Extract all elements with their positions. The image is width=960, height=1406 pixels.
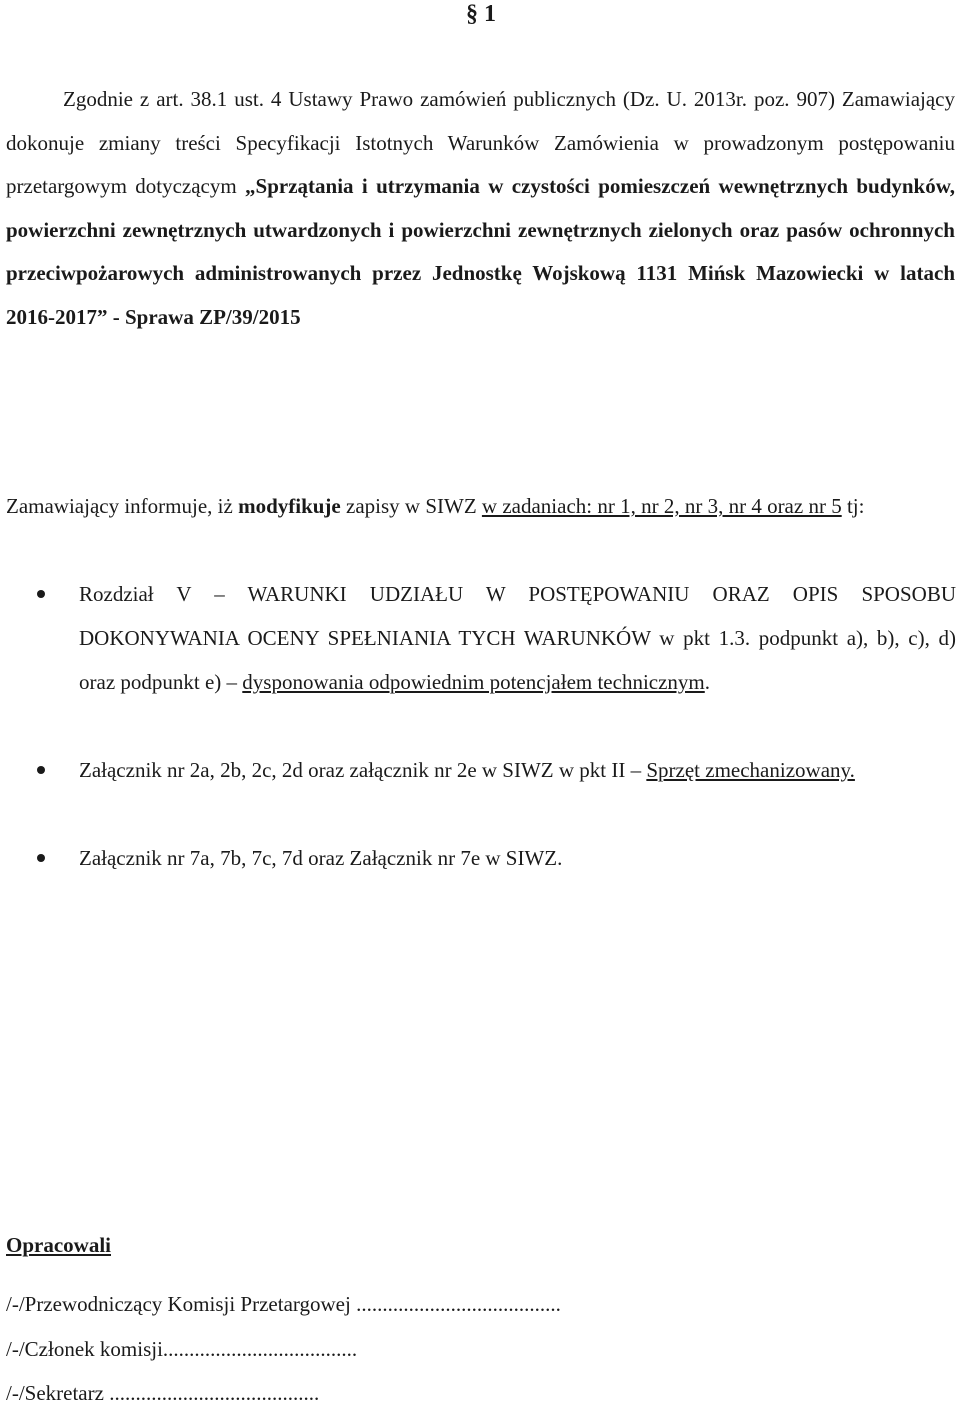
item-text: Załącznik nr 2a, 2b, 2c, 2d oraz załącznik nr 2e w SIWZ w pkt II –	[79, 758, 647, 782]
notice-underlined: w zadaniach: nr 1, nr 2, nr 3, nr 4 oraz nr 5	[481, 494, 842, 518]
notice-paragraph	[6, 485, 955, 529]
notice-bold: modyfikuje	[238, 494, 341, 518]
list-item	[0, 572, 956, 748]
notice-part3: tj:	[841, 494, 865, 518]
item-underlined: dysponowania odpowiednim potencjałem technicznym	[242, 670, 705, 694]
bullet-icon	[37, 766, 45, 774]
bullet-icon	[37, 854, 45, 862]
notice-part1: Zamawiający informuje, iż	[6, 494, 239, 518]
section-mark: § 1	[466, 1, 496, 27]
signature-member: /-/Członek komisji.....................................	[6, 1337, 358, 1361]
intro-lead: Zgodnie z art. 38.1 ust. 4 Ustawy Prawo zamówień publicznych (Dz. U. 2013r. poz. 907) Zamawiający dokonuje zmiany treści Specyfikacji Istotnych Warunków Zamówienia w prowadzonym postępowaniu przetargowym dotyczącym	[6, 87, 955, 198]
list-item	[0, 748, 956, 836]
list-item	[0, 836, 956, 880]
item-underlined: Sprzęt zmechanizowany.	[646, 758, 855, 782]
item-tail: .	[704, 670, 711, 694]
signatures-title: Opracowali	[6, 1233, 111, 1257]
signature-secretary: /-/Sekretarz ........................................	[6, 1381, 320, 1405]
change-list	[0, 572, 956, 880]
intro-paragraph	[6, 78, 955, 339]
notice-part2: zapisy w SIWZ	[340, 494, 482, 518]
item-text: Rozdział V – WARUNKI UDZIAŁU W POSTĘPOWANIU ORAZ OPIS SPOSOBU DOKONYWANIA OCENY SPEŁNIANIA TYCH WARUNKÓW w pkt 1.3. podpunkt a), b), c), d) oraz podpunkt e) –	[79, 582, 956, 694]
intro-subject: „Sprzątania i utrzymania w czystości pomieszczeń wewnętrznych budynków, powierzchni zewnętrznych utwardzonych i powierzchni zewnętrznych zielonych oraz pasów ochronnych przeciwpożarowych administrowanych przez Jednostkę Wojskową 1131 Mińsk Mazowiecki w latach 2016-2017” - Sprawa ZP/39/2015	[6, 174, 955, 329]
item-text: Załącznik nr 7a, 7b, 7c, 7d oraz Załącznik nr 7e w SIWZ.	[79, 846, 563, 870]
signature-chairman: /-/Przewodniczący Komisji Przetargowej .......................................	[6, 1292, 561, 1316]
bullet-icon	[37, 590, 45, 598]
